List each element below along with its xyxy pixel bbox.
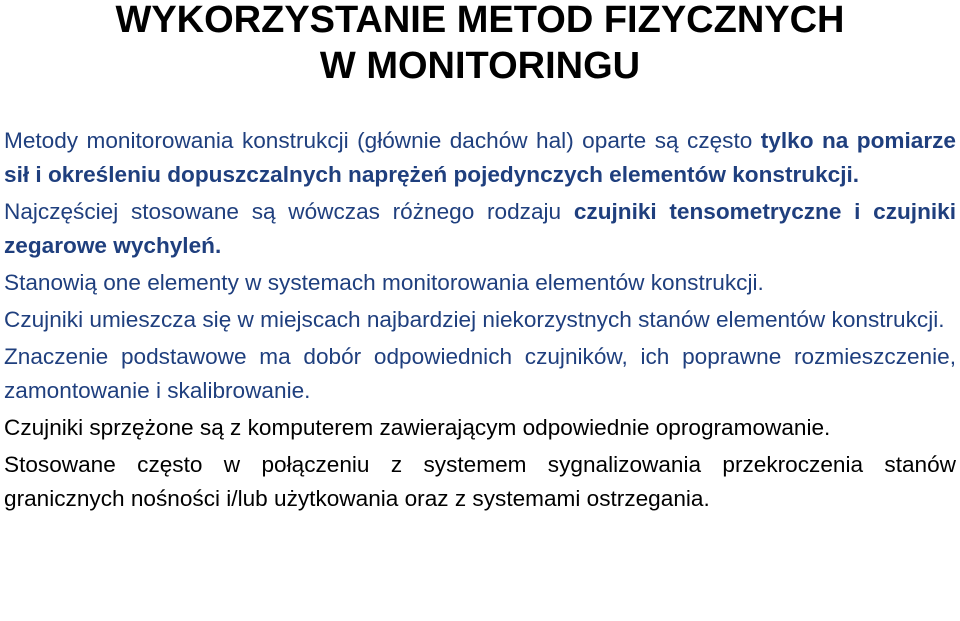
paragraph-methods-text: Metody monitorowania konstrukcji (głównie dachów hal) oparte są często xyxy=(4,128,761,153)
page-title-line-1: WYKORZYSTANIE METOD FIZYCZNYCH xyxy=(115,0,845,41)
paragraph-selection: Znaczenie podstawowe ma dobór odpowiednich czujników, ich poprawne rozmieszczenie, zamontowanie i skalibrowanie. xyxy=(4,344,956,403)
paragraph-methods xyxy=(4,124,956,192)
slide-body xyxy=(4,124,956,519)
paragraph-sensors-emphasis: czujniki tensometryczne i czujniki zegarowe wychyleń. xyxy=(4,199,956,258)
paragraph-computer: Czujniki sprzężone są z komputerem zawierającym odpowiednie oprogramowanie. xyxy=(4,415,831,440)
paragraph-systems: Stanowią one elementy w systemach monitorowania elementów konstrukcji. xyxy=(4,270,764,295)
paragraph-signalling: Stosowane często w połączeniu z systemem sygnalizowania przekroczenia stanów granicznych nośności i/lub użytkowania oraz z systemami ostrzegania. xyxy=(4,452,956,511)
paragraph-sensors-text: Najczęściej stosowane są wówczas różnego rodzaju xyxy=(4,199,574,224)
page-title-line-2: W MONITORINGU xyxy=(319,45,641,87)
paragraph-sensors xyxy=(4,195,956,263)
paragraph-placement: Czujniki umieszcza się w miejscach najbardziej niekorzystnych stanów elementów konstrukcji. xyxy=(4,307,945,332)
paragraph-methods-emphasis: tylko na pomiarze sił i określeniu dopuszczalnych naprężeń pojedynczych elementów konstrukcji. xyxy=(4,128,956,187)
